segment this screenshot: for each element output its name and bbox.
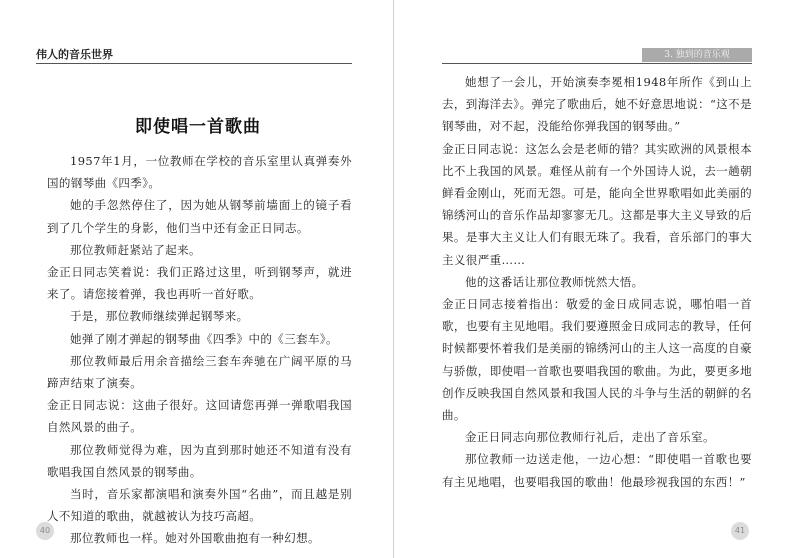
paragraph: 那位教师也一样。她对外国歌曲抱有一种幻想。	[70, 531, 320, 546]
page-number: 40	[36, 522, 54, 540]
paragraph: 他的这番话让那位教师恍然大悟。	[465, 274, 644, 289]
paragraph: 金正日同志向那位教师行礼后，走出了音乐室。	[465, 430, 715, 445]
paragraph: 那位教师最后用余音描绘三套车奔驰在广阔平原的马蹄声结束了演奏。	[47, 353, 352, 391]
paragraph: 金正日同志说：这怎么会是老师的错？其实欧洲的风景根本比不上我国的风景。难怪从前有一个外国诗人说，去一趟朝鲜看金刚山，死而无怨。可是，能向全世界歌唱如此美丽的锦绣河山的音乐作品却寥寥无几。这都是事大主义导致的后果。是事大主义让人们有眼无珠了。我看，音乐部门的事大主义很严重……	[442, 141, 752, 267]
chapter-title: 即使唱一首歌曲	[135, 117, 261, 137]
left-body-text	[47, 150, 352, 550]
paragraph: 那位教师赶紧站了起来。	[70, 242, 201, 257]
section-tab: 3. 独到的音乐观	[642, 48, 752, 62]
running-header: 伟人的音乐世界	[36, 48, 113, 61]
paragraph: 于是，那位教师继续弹起钢琴来。	[70, 309, 249, 324]
page-number: 41	[731, 522, 749, 540]
paragraph: 她弹了刚才弹起的钢琴曲《四季》中的《三套车》。	[70, 331, 338, 346]
paragraph: 金正日同志笑着说：我们正路过这里，听到钢琴声，就进来了。请您接着弹，我也再听一首好歌。	[47, 265, 352, 302]
right-body-text	[442, 71, 752, 493]
header-rule	[36, 63, 352, 64]
paragraph: 那位教师觉得为难，因为直到那时她还不知道有没有歌唱我国自然风景的钢琴曲。	[47, 442, 352, 479]
paragraph: 金正日同志接着指出：敬爱的金日成同志说，哪怕唱一首歌，也要有主见地唱。我们要遵照金日成同志的教导，任何时候都要怀着我们是美丽的锦绣河山的主人这一高度的自豪与骄傲，即使唱一首歌也要唱我国的歌曲。为此，要更多地创作反映我国自然风景和我国人民的斗争与生活的朝鲜的名曲。	[442, 297, 752, 423]
paragraph: 当时，音乐家都演唱和演奏外国“名曲”，而且越是别人不知道的歌曲，就越被认为技巧高超。	[47, 487, 352, 524]
paragraph: 金正日同志说：这曲子很好。这回请您再弹一弹歌唱我国自然风景的曲子。	[47, 398, 352, 435]
left-page	[0, 0, 393, 558]
right-page	[394, 0, 787, 558]
paragraph: 她想了一会儿，开始演奏李冕相1948年所作《到山上去，到海洋去》。弹完了歌曲后，她不好意思地说：“这不是钢琴曲，对不起，没能给你弹我国的钢琴曲。”	[442, 75, 752, 134]
paragraph: 她的手忽然停住了，因为她从钢琴前墙面上的镜子看到了几个学生的身影，他们当中还有金正日同志。	[47, 198, 352, 235]
paragraph: 那位教师一边送走他，一边心想：“即使唱一首歌也要有主见地唱，也要唱我国的歌曲！他最珍视我国的东西！”	[442, 452, 752, 489]
paragraph: 1957年1月，一位教师在学校的音乐室里认真弹奏外国的钢琴曲《四季》。	[47, 154, 352, 191]
header-rule	[442, 63, 752, 64]
